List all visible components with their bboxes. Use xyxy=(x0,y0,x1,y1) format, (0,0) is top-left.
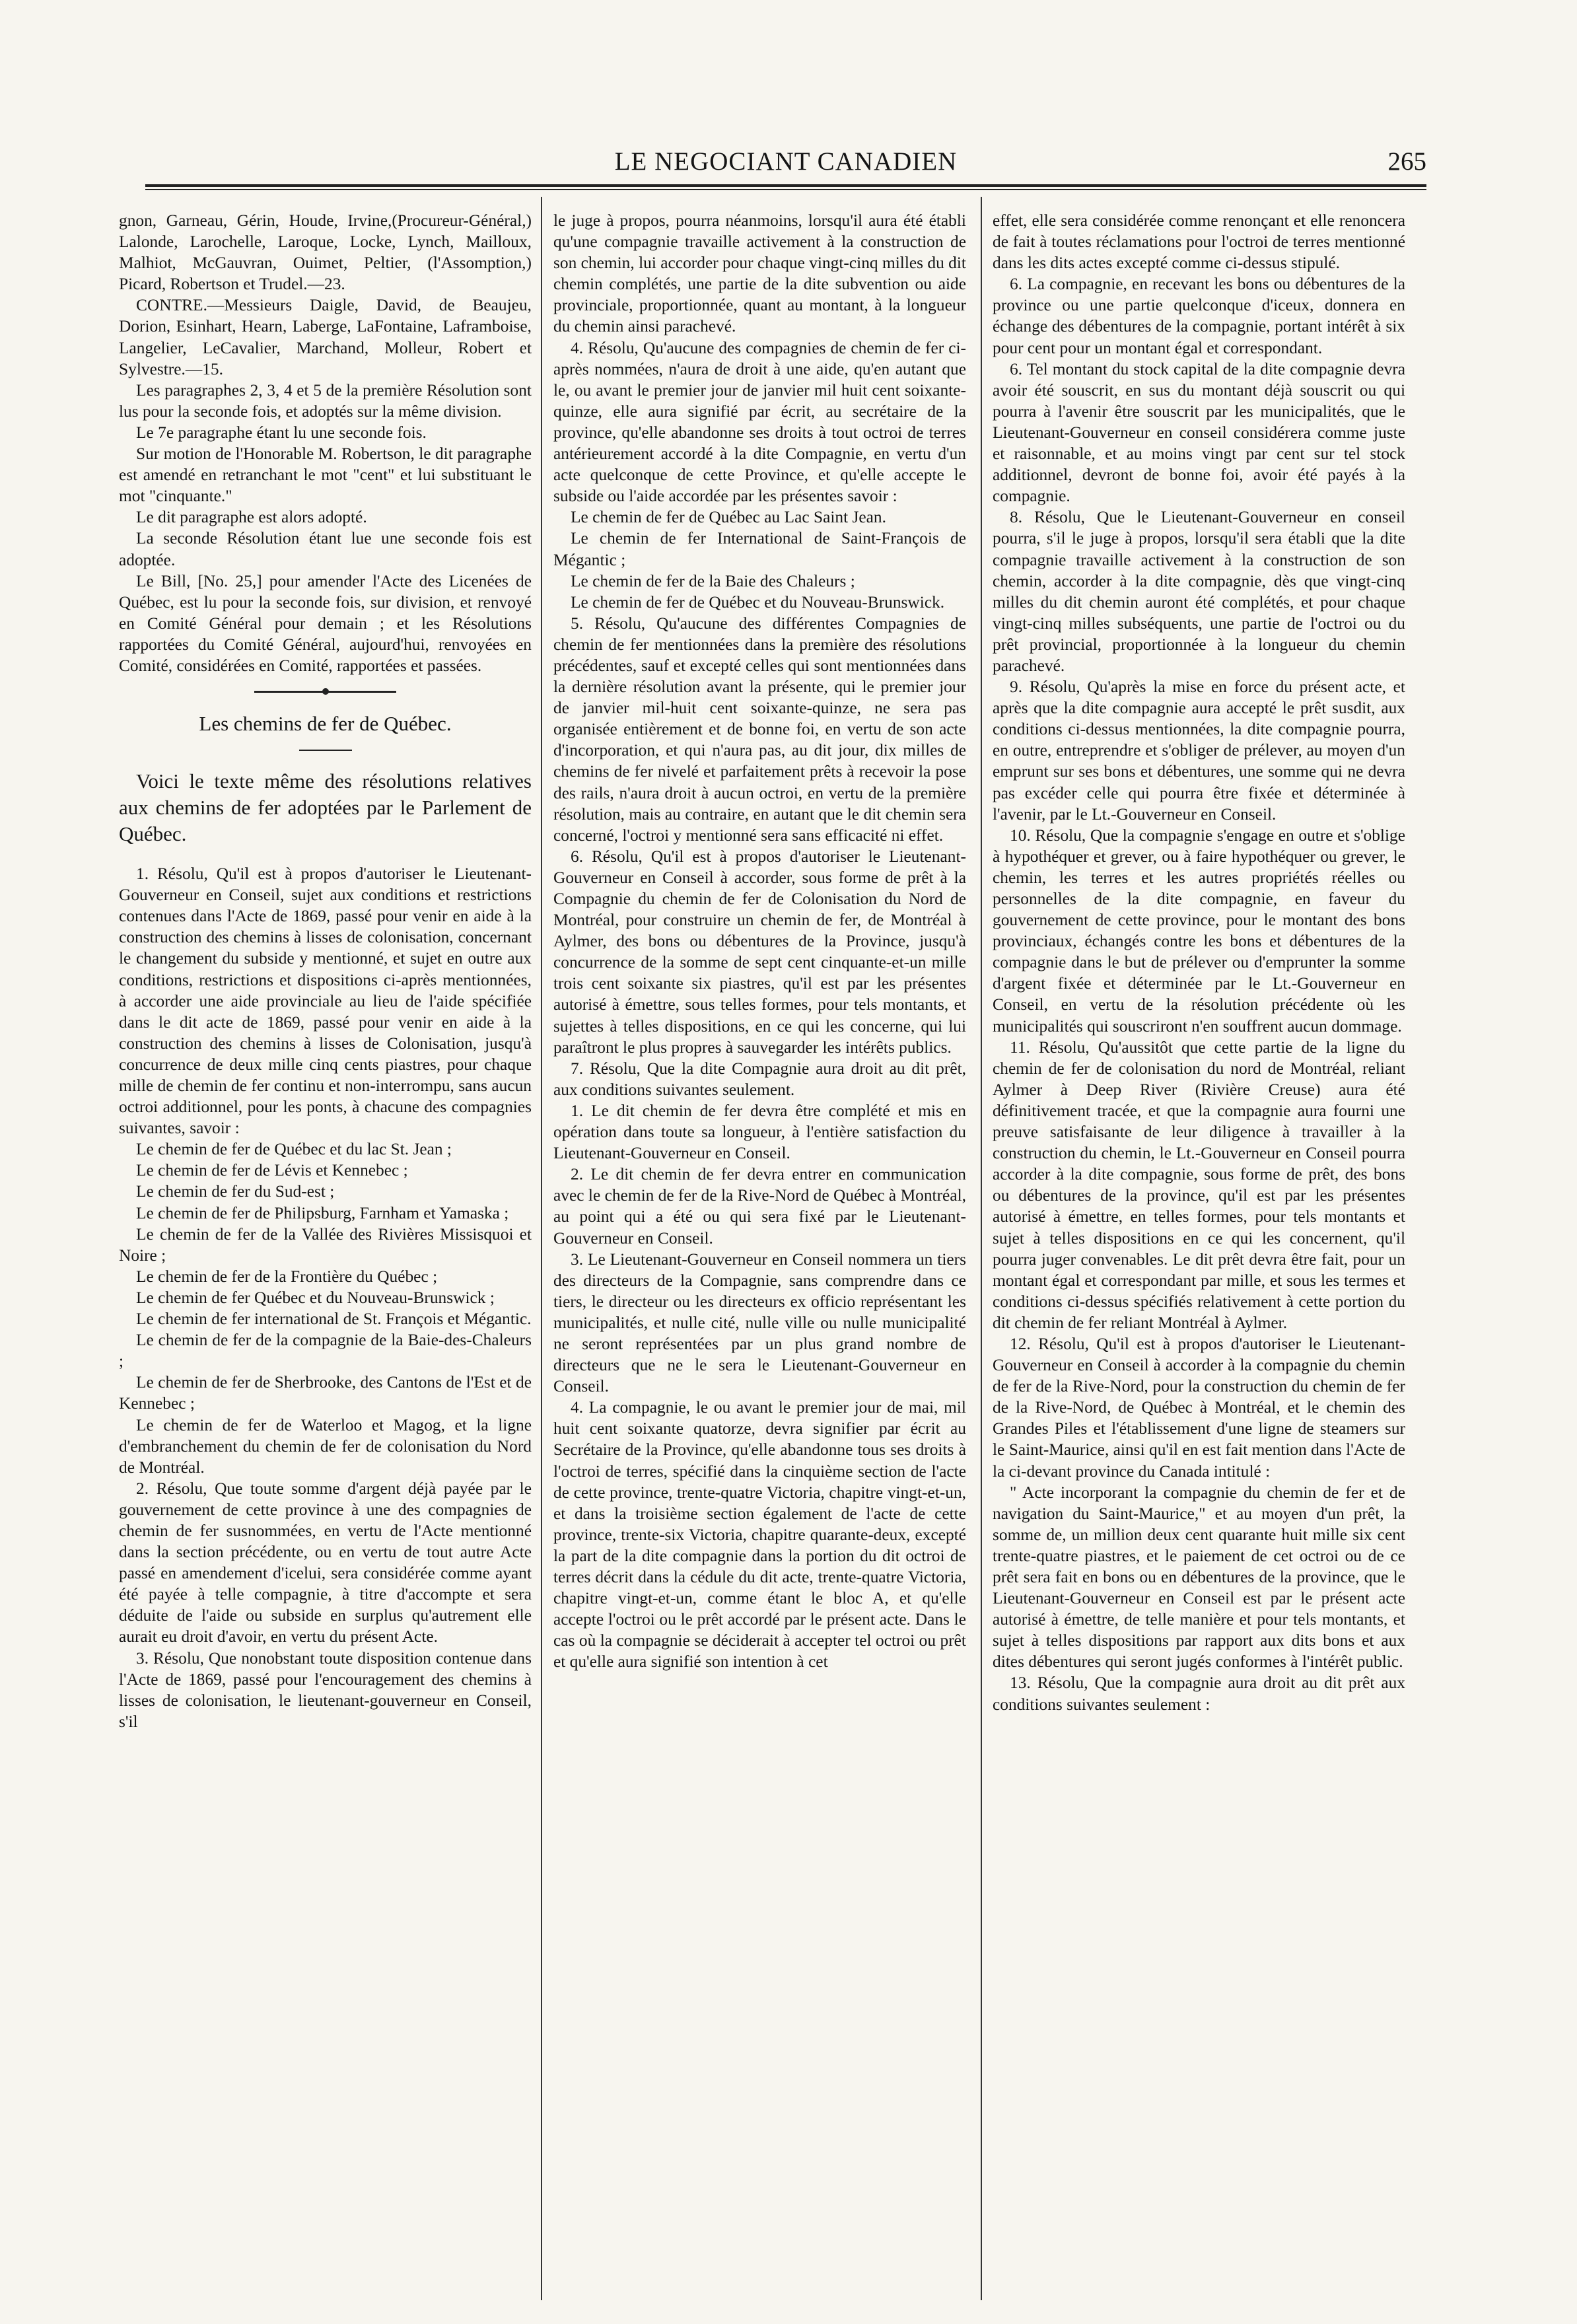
running-head xyxy=(145,147,1426,181)
col1-top-paragraphs xyxy=(119,210,532,676)
paragraph: La seconde Résolution étant lue une seconde fois est adoptée. xyxy=(119,529,532,569)
paragraph: Le chemin de fer du Sud-est ; xyxy=(136,1182,335,1201)
paragraph: gnon, Garneau, Gérin, Houde, Irvine,(Procureur-Général,) Lalonde, Larochelle, Laroque, Locke, Lynch, Mailloux, Malhiot, McGauvran, Ouimet, Peltier, (l'Assomption,) Picard, Robertson et Trudel.—23. xyxy=(119,211,532,294)
paragraph: 4. La compagnie, le ou avant le premier jour de mai, mil huit cent soixante quatorze, devra signifier par écrit au Secrétaire de la Province, qu'elle abandonne tous ses droits à l'octroi de terres, spécifié dans la cinquième section de l'acte de cette province, trente-quatre Victoria, chapitre vingt-et-un, et dans la troisième section également de l'acte de cette province, trente-six Victoria, chapitre quarante-deux, excepté la part de la dite compagnie dans la portion du dit octroi de terres décrit dans la cédule du dit acte, trente-quatre Victoria, chapitre vingt-et-un, comme étant le bloc A, et qu'elle accepte l'octroi ou le prêt accordé par le présent acte. Dans le cas où la compagnie se déciderait à accepter tel octroi ou prêt et qu'elle aura signifié son intention à cet xyxy=(553,1398,966,1672)
paragraph: 6. Résolu, Qu'il est à propos d'autoriser le Lieutenant-Gouverneur en Conseil à accorder, sous forme de prêt à la Compagnie du chemin de fer de Colonisation du Nord de Montréal, pour construire un chemin de fer, de Montréal à Aylmer, des bons ou débentures de la Province, jusqu'à concurrence de la somme de sept cent cinquante-et-un mille trois cent soixante six piastres, qu'il est par les présentes autorisé à émettre, sous telles formes, pour tels montants, et sujettes à telles dispositions, en ce qui les concerne, qui lui paraîtront le plus propres à sauvegarder les intérêts publics. xyxy=(553,847,966,1057)
paragraph: Le 7e paragraphe étant lu une seconde fois. xyxy=(136,423,427,442)
paragraph: Le chemin de fer de Lévis et Kennebec ; xyxy=(136,1161,408,1180)
title-rule xyxy=(299,750,352,751)
paragraph: 9. Résolu, Qu'après la mise en force du présent acte, et après que la dite compagnie aura accepté le prêt susdit, aux conditions ci-dessus mentionnées, la dite compagnie pourra, en outre, entreprendre et s'obliger de prélever, au moyen d'un emprunt sur ses bons et débentures, une somme qui ne devra pas excéder celle qui pourra être fixée et déterminée à l'avenir, par le Lt.-Gouverneur en Conseil. xyxy=(993,678,1405,824)
paragraph: 2. Le dit chemin de fer devra entrer en communication avec le chemin de fer de la Rive-Nord de Québec à Montréal, au point qui a été ou qui sera fixé par le Lieutenant-Gouverneur en Conseil. xyxy=(553,1165,966,1248)
column-3 xyxy=(993,210,1405,2300)
paragraph: 3. Résolu, Que nonobstant toute disposition contenue dans l'Acte de 1869, passé pour l'encouragement des chemins à lisses de colonisation, le lieutenant-gouverneur en Conseil, s'il xyxy=(119,1648,532,1731)
paragraph: 2. Résolu, Que toute somme d'argent déjà payée par le gouvernement de cette province à une des compagnies de chemin de fer susnommées, en vertu de l'Acte mentionné dans la section précédente, ou en vertu de tout autre Acte passé en amendement d'icelui, sera considérée comme ayant été payée à telle compagnie, à titre d'accompte et sera déduite de l'aide ou subside en surplus qu'autrement elle aurait eu droit d'avoir, en vertu du présent Acte. xyxy=(119,1479,532,1646)
header-rule-thick xyxy=(145,184,1426,187)
column-1 xyxy=(119,210,532,2300)
section-divider xyxy=(254,691,396,693)
paragraph: Le Bill, [No. 25,] pour amender l'Acte des Licenées de Québec, est lu pour la seconde fois, sur division, et renvoyé en Comité Général pour demain ; et les Résolutions rapportées du Comité Général, aujourd'hui, renvoyées en Comité, considérées en Comité, rapportées et passées. xyxy=(119,571,532,675)
journal-title: LE NEGOCIANT CANADIEN xyxy=(614,147,958,176)
paragraph: 12. Résolu, Qu'il est à propos d'autoriser le Lieutenant-Gouverneur en Conseil à accorder à la compagnie du chemin de fer de la Rive-Nord, pour la construction du chemin de fer de la Rive-Nord, de Québec à Montréal, et le chemin des Grandes Piles et l'établissement d'une ligne de steamers sur le Saint-Maurice, ainsi qu'il en est fait mention dans l'Acte de la ci-devant province du Canada intitulé : xyxy=(993,1334,1405,1481)
paragraph: Le chemin de fer de Québec au Lac Saint Jean. xyxy=(571,508,886,527)
paragraph: Le chemin de fer de Sherbrooke, des Cantons de l'Est et de Kennebec ; xyxy=(119,1373,532,1413)
page-number: 265 xyxy=(1387,147,1426,176)
paragraph: Le chemin de fer International de Saint-François de Mégantic ; xyxy=(553,529,966,569)
paragraph: Le chemin de fer de Québec et du lac St. Jean ; xyxy=(136,1140,452,1159)
paragraph: 7. Résolu, Que la dite Compagnie aura droit au dit prêt, aux conditions suivantes seulement. xyxy=(553,1059,966,1099)
paragraph: Le chemin de fer de la Baie des Chaleurs ; xyxy=(571,571,855,590)
paragraph: 5. Résolu, Qu'aucune des différentes Compagnies de chemin de fer mentionnées dans la première des résolutions précédentes, sauf et excepté celles qui sont mentionnées dans la dernière résolution avant la présente, qui le premier jour de janvier mil-huit cent soixante-quinze, ne sera pas organisée entièrement et de bonne foi, en vertu de son acte d'incorporation, et qui n'aura pas, au dit jour, dix milles de chemins de fer nivelé et parfaitement prêts à recevoir la pose des rails, n'aura droit à aucun octroi, en vertu de la première résolution, mais au contraire, en autant que le dit chemin sera concerné, l'octroi y mentionné sera sans efficacité ni effet. xyxy=(553,614,966,845)
col1-bottom-paragraphs xyxy=(119,863,532,1732)
paragraph: 1. Le dit chemin de fer devra être complété et mis en opération dans toute sa longueur, à l'entière satisfaction du Lieutenant-Gouverneur en Conseil. xyxy=(553,1101,966,1163)
paragraph: 11. Résolu, Qu'aussitôt que cette partie de la ligne du chemin de fer de colonisation du nord de Montréal, reliant Aylmer à Deep River (Rivière Creuse) aura été définitivement tracée, et que la compagnie aura fourni une preuve satisfaisante de leur diligence à travailler à la construction du chemin, le Lt.-Gouverneur en Conseil pourra accorder à la dite compagnie, sous forme de prêt, des bons ou débentures de la province, qu'il est par les présentes autorisé à émettre, en telles formes, pour tels montants et sujet à telles dispositions en ce qui les concernent, qu'il pourra juger convenables. Le dit prêt devra être fait, pour un montant égal et correspondant par mille, et sous les termes et conditions ci-dessus spécifiés relativement à cette portion du dit chemin de fer reliant Montréal à Aylmer. xyxy=(993,1038,1405,1332)
paragraph: 6. La compagnie, en recevant les bons ou débentures de la province ou une partie quelconque d'iceux, donnera en échange des débentures de la compagnie, portant intérêt à six pour cent pour un montant égal et correspondant. xyxy=(993,275,1405,357)
paragraph: 8. Résolu, Que le Lieutenant-Gouverneur en conseil pourra, s'il le juge à propos, lorsqu'il sera établi que la dite compagnie travaille activement à la construction de son chemin, accorder à la dite compagnie, dès que vingt-cinq milles du dit chemin auront été complétés, et pour chaque vingt-cinq milles subséquents, une partie de l'octroi ou du prêt provincial, proportionnée à la longueur du chemin parachevé. xyxy=(993,508,1405,675)
article-title: Les chemins de fer de Québec. xyxy=(199,712,452,736)
paragraph: 13. Résolu, Que la compagnie aura droit au dit prêt aux conditions suivantes seulement : xyxy=(993,1673,1405,1714)
paragraph: Le dit paragraphe est alors adopté. xyxy=(136,508,367,527)
column-separator xyxy=(981,197,982,2300)
paragraph: 4. Résolu, Qu'aucune des compagnies de chemin de fer ci-après nommées, n'aura de droit à une aide, qu'en autant que le, ou avant le premier jour de janvier mil huit cent soixante-quinze, elle aura signifié par écrit, au secrétaire de la province, qu'elle abandonne ses droits à tout octroi de terres antérieurement accordé à la dite Compagnie, en vertu d'un acte quelconque de cette Province, et qu'elle accepte le subside ou l'aide accordée par les présentes savoir : xyxy=(553,338,966,506)
paragraph: CONTRE.—Messieurs Daigle, David, de Beaujeu, Dorion, Esinhart, Hearn, Laberge, LaFontaine, Laframboise, Langelier, LeCavalier, Marchand, Molleur, Robert et Sylvestre.—15. xyxy=(119,296,532,378)
paragraph: le juge à propos, pourra néanmoins, lorsqu'il aura été établi qu'une compagnie travaille activement à la construction de son chemin, lui accorder pour chaque vingt-cinq milles du dit chemin complétés, une partie de la dite subvention ou aide provinciale, proportionnée, quant au montant, à la longueur du chemin ainsi parachevé. xyxy=(553,211,966,336)
paragraph: 10. Résolu, Que la compagnie s'engage en outre et s'oblige à hypothéquer et grever, ou à faire hypothéquer ou grever, le chemin, les terres et les autres propriétés réelles ou personnelles de la dite compagnie, en faveur du gouvernement de cette province, pour le montant des bons provinciaux, échangés contre les bons et débentures de la compagnie dans le but de prélever ou d'emprunter la somme d'argent fixée et déterminée par le Lt.-Gouverneur en Conseil, en vertu de la résolution précédente où les municipalités qui souscriront n'en souffrent aucun dommage. xyxy=(993,826,1405,1036)
paragraph: Sur motion de l'Honorable M. Robertson, le dit paragraphe est amendé en retranchant le mot "cent" et lui substituant le mot "cinquante." xyxy=(119,444,532,506)
col3-paragraphs xyxy=(993,210,1405,1715)
paragraph: Le chemin de fer de Philipsburg, Farnham et Yamaska ; xyxy=(136,1203,509,1222)
header-rule-thin xyxy=(145,189,1426,190)
article-intro: Voici le texte même des résolutions relatives aux chemins de fer adoptées par le Parlement de Québec. xyxy=(119,769,532,846)
paragraph: 1. Résolu, Qu'il est à propos d'autoriser le Lieutenant-Gouverneur en Conseil, sujet aux conditions et restrictions contenues dans l'Acte de 1869, passé pour venir en aide à la construction des chemins à lisses de colonisation, concernant le changement du subside y mentionné, et sujet en outre aux conditions, restrictions et dispositions ci-après mentionnées, à accorder une aide provinciale au lieu de l'aide spécifiée dans le dit acte de 1869, passé pour venir en aide à la construction des chemins à lisses de Colonisation, jusqu'à concurrence de deux mille cinq cents piastres, pour chaque mille de chemin de fer continu et non-interrompu, sans aucun octroi additionnel, pour les ponts, à chacune des compagnies suivantes, savoir : xyxy=(119,864,532,1138)
col2-paragraphs xyxy=(553,210,966,1672)
paragraph: Le chemin de fer de la compagnie de la Baie-des-Chaleurs ; xyxy=(119,1331,532,1371)
paragraph: Les paragraphes 2, 3, 4 et 5 de la première Résolution sont lus pour la seconde fois, et adoptés sur la même division. xyxy=(119,380,532,421)
paragraph: Le chemin de fer Québec et du Nouveau-Brunswick ; xyxy=(136,1288,495,1307)
paragraph: effet, elle sera considérée comme renonçant et elle renoncera de fait à toutes réclamations pour l'octroi de terres mentionné dans les dits actes excepté comme ci-dessus stipulé. xyxy=(993,211,1405,273)
column-2 xyxy=(553,210,966,2300)
paragraph: " Acte incorporant la compagnie du chemin de fer et de navigation du Saint-Maurice," et au moyen d'un prêt, la somme de, un million deux cent quarante huit mille six cent trente-quatre piastres, et le paiement de cet octroi ou de ce prêt sera fait en bons ou en débentures de la province, que le Lieutenant-Gouverneur en Conseil est par le présent acte autorisé à émettre, de telle manière et pour tels montants, et sujet à telles dispositions par rapport aux dits bons et aux dites débentures qui seront jugés conformes à l'intérêt public. xyxy=(993,1483,1405,1672)
paragraph: Le chemin de fer de Québec et du Nouveau-Brunswick. xyxy=(571,592,945,612)
paragraph: Le chemin de fer de la Vallée des Rivières Missisquoi et Noire ; xyxy=(119,1224,532,1265)
column-separator xyxy=(541,197,542,2300)
paragraph: 3. Le Lieutenant-Gouverneur en Conseil nommera un tiers des directeurs de la Compagnie, sans comprendre dans ce tiers, le directeur ou les directeurs ex officio représentant les municipalités, et nulle cité, nulle ville ou nulle municipalité ne seront représentées par un plus grand nombre de directeurs que ne le sera le Lieutenant-Gouverneur en Conseil. xyxy=(553,1250,966,1396)
paragraph: Le chemin de fer de Waterloo et Magog, et la ligne d'embranchement du chemin de fer de colonisation du Nord de Montréal. xyxy=(119,1415,532,1477)
paragraph: 6. Tel montant du stock capital de la dite compagnie devra avoir été souscrit, en sus du montant déjà souscrit ou qui pourra à l'avenir être souscrit par les municipalités, que le Lieutenant-Gouverneur en conseil considérera comme juste et raisonnable, et au moins vingt par cent sur tel stock additionnel, devront de bonne foi, avoir été payés à la compagnie. xyxy=(993,359,1405,506)
paragraph: Le chemin de fer de la Frontière du Québec ; xyxy=(136,1267,438,1286)
paragraph: Le chemin de fer international de St. François et Mégantic. xyxy=(136,1310,532,1329)
